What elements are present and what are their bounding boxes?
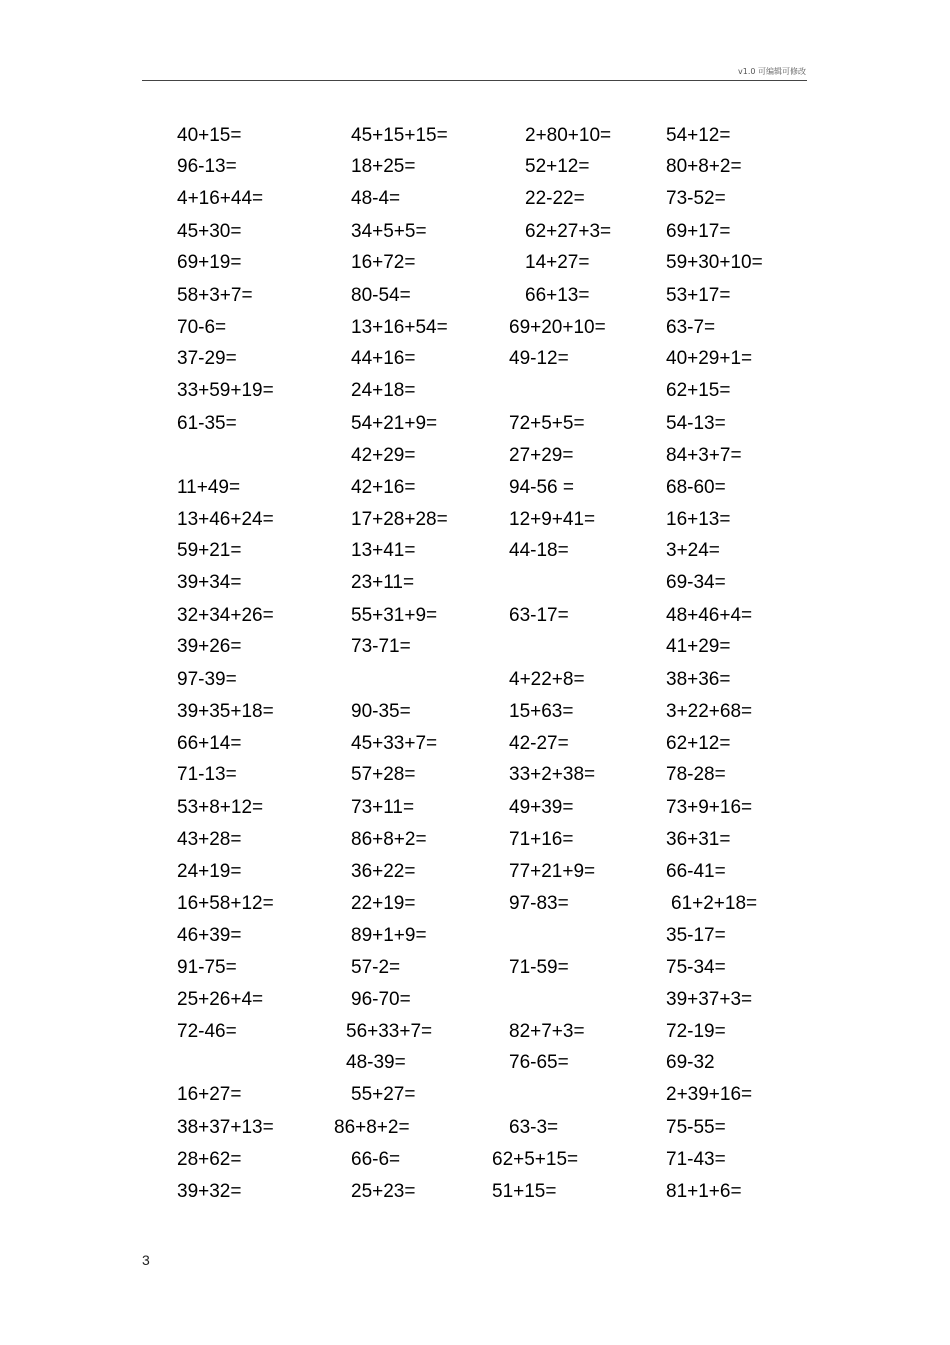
arithmetic-problem: 42+16= — [351, 477, 416, 498]
arithmetic-problem: 57-2= — [351, 957, 401, 978]
arithmetic-problem: 57+28= — [351, 764, 416, 785]
arithmetic-problem: 16+13= — [666, 509, 731, 530]
arithmetic-problem: 62+15= — [666, 380, 731, 401]
arithmetic-problem: 43+28= — [177, 829, 242, 850]
arithmetic-problem: 62+5+15= — [492, 1149, 579, 1170]
arithmetic-problem: 41+29= — [666, 636, 731, 657]
arithmetic-problem: 72+5+5= — [509, 413, 585, 434]
arithmetic-problem: 63-17= — [509, 605, 569, 626]
arithmetic-problem: 49-12= — [509, 348, 569, 369]
arithmetic-problem: 63-3= — [509, 1117, 559, 1138]
arithmetic-problem: 18+25= — [351, 156, 416, 177]
arithmetic-problem: 59+21= — [177, 540, 242, 561]
arithmetic-problem: 12+9+41= — [509, 509, 596, 530]
arithmetic-problem: 44+16= — [351, 348, 416, 369]
arithmetic-problem: 51+15= — [492, 1181, 557, 1202]
arithmetic-problem: 54-13= — [666, 413, 726, 434]
arithmetic-problem: 91-75= — [177, 957, 237, 978]
arithmetic-problem: 82+7+3= — [509, 1021, 585, 1042]
arithmetic-problem: 66-6= — [351, 1149, 401, 1170]
arithmetic-problem: 39+34= — [177, 572, 242, 593]
arithmetic-problem: 75-34= — [666, 957, 726, 978]
arithmetic-problem: 81+1+6= — [666, 1181, 742, 1202]
arithmetic-problem: 56+33+7= — [346, 1021, 433, 1042]
arithmetic-problem: 2+39+16= — [666, 1084, 753, 1105]
arithmetic-problem: 53+17= — [666, 285, 731, 306]
arithmetic-problem: 22-22= — [525, 188, 585, 209]
arithmetic-problem: 40+29+1= — [666, 348, 753, 369]
arithmetic-problem: 16+27= — [177, 1084, 242, 1105]
arithmetic-problem: 86+8+2= — [334, 1117, 410, 1138]
arithmetic-problem: 71-59= — [509, 957, 569, 978]
header-rule — [142, 80, 807, 81]
arithmetic-problem: 22+19= — [351, 893, 416, 914]
arithmetic-problem: 42+29= — [351, 445, 416, 466]
arithmetic-problem: 53+8+12= — [177, 797, 264, 818]
arithmetic-problem: 11+49= — [177, 477, 241, 498]
arithmetic-problem: 62+27+3= — [525, 221, 612, 242]
arithmetic-problem: 61-35= — [177, 413, 237, 434]
arithmetic-problem: 80-54= — [351, 285, 411, 306]
header-text: v1.0 可编辑可修改 — [738, 67, 806, 76]
arithmetic-problem: 66+13= — [525, 285, 590, 306]
arithmetic-problem: 63-7= — [666, 317, 716, 338]
arithmetic-problem: 32+34+26= — [177, 605, 274, 626]
arithmetic-problem: 80+8+2= — [666, 156, 742, 177]
arithmetic-problem: 54+21+9= — [351, 413, 438, 434]
arithmetic-problem: 38+36= — [666, 669, 731, 690]
arithmetic-problem: 33+2+38= — [509, 764, 596, 785]
arithmetic-problem: 69+17= — [666, 221, 731, 242]
arithmetic-problem: 25+23= — [351, 1181, 416, 1202]
arithmetic-problem: 70-6= — [177, 317, 227, 338]
arithmetic-problem: 33+59+19= — [177, 380, 274, 401]
arithmetic-problem: 96-13= — [177, 156, 237, 177]
arithmetic-problem: 45+33+7= — [351, 733, 438, 754]
arithmetic-problem: 73+11= — [351, 797, 415, 818]
arithmetic-problem: 24+18= — [351, 380, 416, 401]
arithmetic-problem: 3+24= — [666, 540, 720, 561]
arithmetic-problem: 52+12= — [525, 156, 590, 177]
arithmetic-problem: 13+46+24= — [177, 509, 274, 530]
arithmetic-problem: 24+19= — [177, 861, 242, 882]
arithmetic-problem: 39+35+18= — [177, 701, 274, 722]
arithmetic-problem: 71-13= — [177, 764, 237, 785]
arithmetic-problem: 35-17= — [666, 925, 726, 946]
arithmetic-problem: 89+1+9= — [351, 925, 427, 946]
arithmetic-problem: 66+14= — [177, 733, 242, 754]
arithmetic-problem: 75-55= — [666, 1117, 726, 1138]
arithmetic-problem: 78-28= — [666, 764, 726, 785]
arithmetic-problem: 69+19= — [177, 252, 242, 273]
arithmetic-problem: 68-60= — [666, 477, 726, 498]
arithmetic-problem: 15+63= — [509, 701, 574, 722]
arithmetic-problem: 39+37+3= — [666, 989, 753, 1010]
arithmetic-problem: 16+72= — [351, 252, 416, 273]
arithmetic-problem: 54+12= — [666, 125, 731, 146]
arithmetic-problem: 16+58+12= — [177, 893, 274, 914]
arithmetic-problem: 4+16+44= — [177, 188, 264, 209]
arithmetic-problem: 73-52= — [666, 188, 726, 209]
arithmetic-problem: 71-43= — [666, 1149, 726, 1170]
arithmetic-problem: 55+31+9= — [351, 605, 438, 626]
arithmetic-problem: 13+41= — [351, 540, 416, 561]
arithmetic-problem: 55+27= — [351, 1084, 416, 1105]
arithmetic-problem: 72-19= — [666, 1021, 726, 1042]
arithmetic-problem: 73-71= — [351, 636, 411, 657]
arithmetic-problem: 72-46= — [177, 1021, 237, 1042]
arithmetic-problem: 14+27= — [525, 252, 590, 273]
arithmetic-problem: 45+30= — [177, 221, 242, 242]
arithmetic-problem: 58+3+7= — [177, 285, 253, 306]
arithmetic-problem: 28+62= — [177, 1149, 242, 1170]
arithmetic-problem: 44-18= — [509, 540, 569, 561]
arithmetic-problem: 46+39= — [177, 925, 242, 946]
arithmetic-problem: 48+46+4= — [666, 605, 753, 626]
arithmetic-problem: 97-83= — [509, 893, 569, 914]
arithmetic-problem: 97-39= — [177, 669, 237, 690]
arithmetic-problem: 96-70= — [351, 989, 411, 1010]
arithmetic-problem: 73+9+16= — [666, 797, 753, 818]
arithmetic-problem: 38+37+13= — [177, 1117, 274, 1138]
arithmetic-problem: 61+2+18= — [671, 893, 758, 914]
arithmetic-problem: 4+22+8= — [509, 669, 585, 690]
arithmetic-problem: 59+30+10= — [666, 252, 763, 273]
arithmetic-problem: 69+20+10= — [509, 317, 606, 338]
arithmetic-problem: 13+16+54= — [351, 317, 448, 338]
arithmetic-problem: 40+15= — [177, 125, 242, 146]
arithmetic-problem: 3+22+68= — [666, 701, 753, 722]
arithmetic-problem: 71+16= — [509, 829, 574, 850]
arithmetic-problem: 90-35= — [351, 701, 411, 722]
arithmetic-problem: 69-32 — [666, 1052, 715, 1073]
arithmetic-problem: 25+26+4= — [177, 989, 264, 1010]
arithmetic-problem: 76-65= — [509, 1052, 569, 1073]
arithmetic-problem: 48-39= — [346, 1052, 406, 1073]
page-number: 3 — [142, 1252, 150, 1268]
arithmetic-problem: 2+80+10= — [525, 125, 612, 146]
arithmetic-problem: 94-56 = — [509, 477, 574, 498]
arithmetic-problem: 48-4= — [351, 188, 401, 209]
arithmetic-problem: 39+26= — [177, 636, 242, 657]
arithmetic-problem: 42-27= — [509, 733, 569, 754]
arithmetic-problem: 37-29= — [177, 348, 237, 369]
arithmetic-problem: 69-34= — [666, 572, 726, 593]
arithmetic-problem: 45+15+15= — [351, 125, 448, 146]
arithmetic-problem: 77+21+9= — [509, 861, 596, 882]
arithmetic-problem: 27+29= — [509, 445, 574, 466]
arithmetic-problem: 49+39= — [509, 797, 574, 818]
arithmetic-problem: 66-41= — [666, 861, 726, 882]
arithmetic-problem: 34+5+5= — [351, 221, 427, 242]
arithmetic-problem: 62+12= — [666, 733, 731, 754]
arithmetic-problem: 36+22= — [351, 861, 416, 882]
arithmetic-problem: 84+3+7= — [666, 445, 742, 466]
arithmetic-problem: 23+11= — [351, 572, 415, 593]
arithmetic-problem: 17+28+28= — [351, 509, 448, 530]
arithmetic-problem: 39+32= — [177, 1181, 242, 1202]
arithmetic-problem: 36+31= — [666, 829, 731, 850]
arithmetic-problem: 86+8+2= — [351, 829, 427, 850]
